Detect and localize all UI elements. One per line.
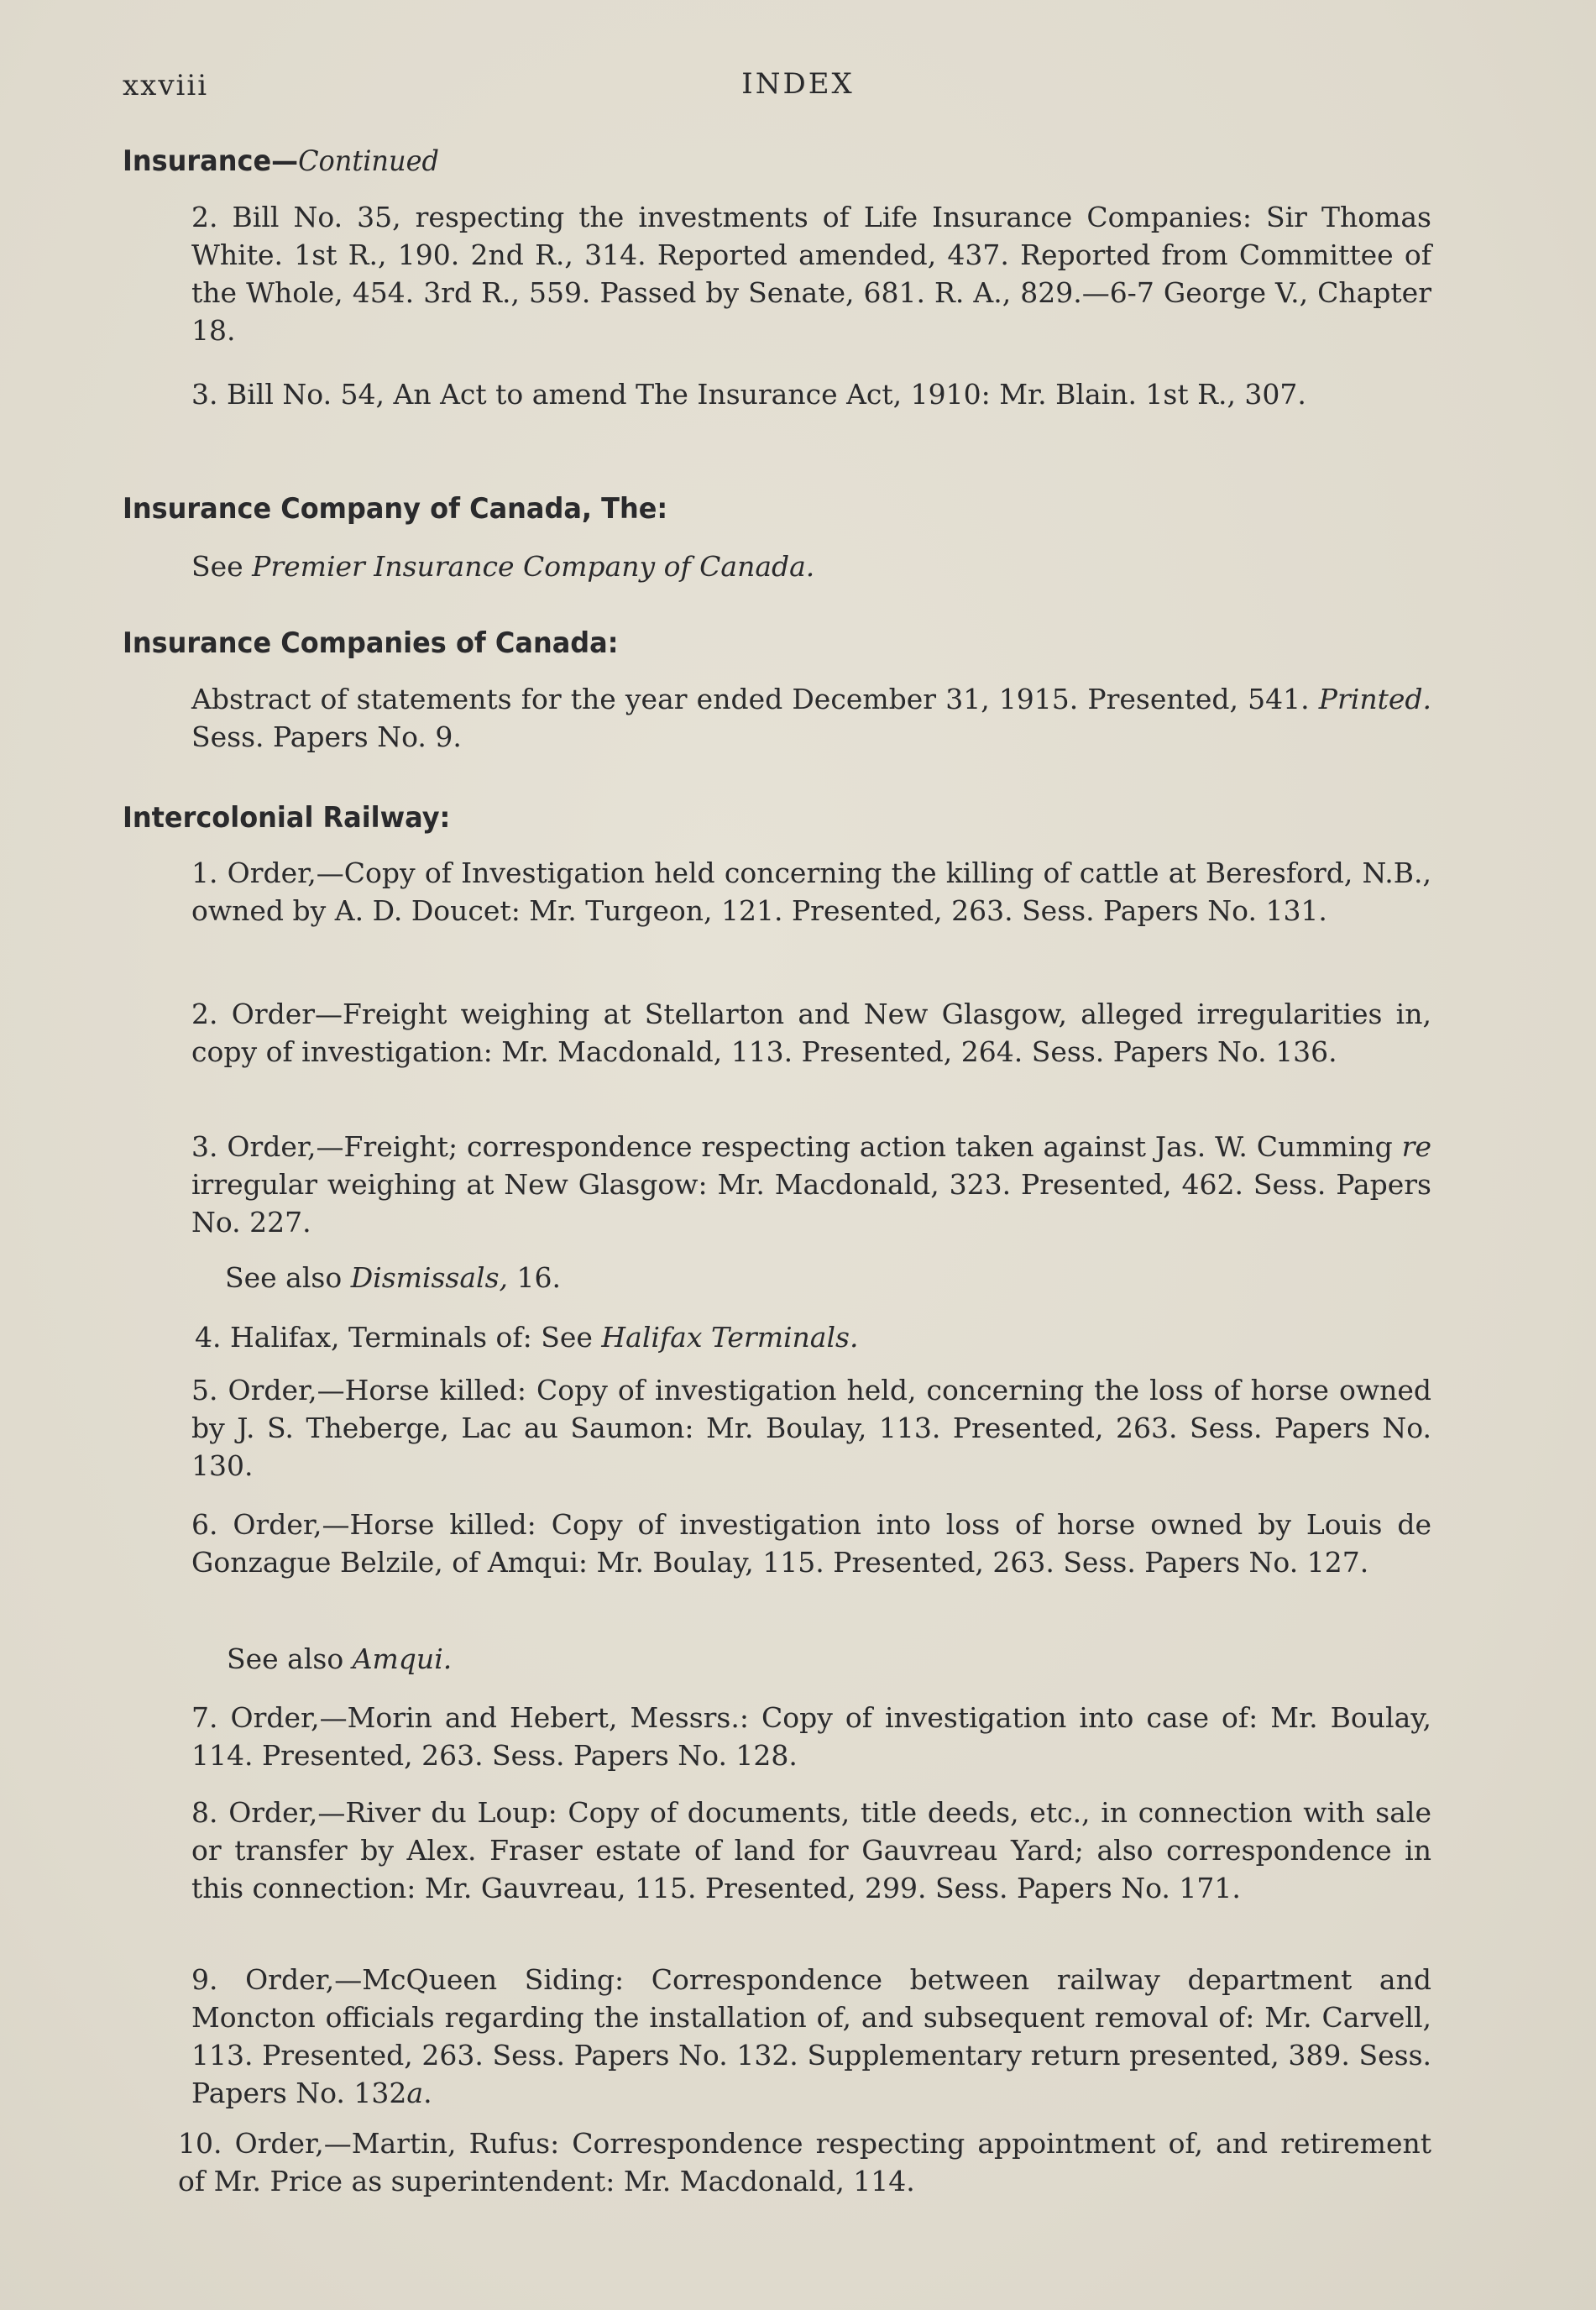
index-entry: 4. Halifax, Terminals of: See Halifax Terminals. <box>195 1321 859 1354</box>
index-entry: 5. Order,—Horse killed: Copy of investigation held, concerning the loss of horse owned by J. S. Theberge, Lac au Saumon: Mr. Boulay, 113. Presented, 263. Sess. Papers No. 130. <box>191 1374 1431 1482</box>
index-entry: 6. Order,—Horse killed: Copy of investigation into loss of horse owned by Louis de Gonzague Belzile, of Amqui: Mr. Boulay, 115. Presented, 263. Sess. Papers No. 127. <box>191 1508 1431 1579</box>
section-heading-insurance-companies: Insurance Companies of Canada: <box>123 626 619 660</box>
section-heading-insurance: Insurance—Continued <box>123 144 439 178</box>
index-entry: 9. Order,—McQueen Siding: Correspondence between railway department and Moncton officials regarding the installation of, and subsequent removal of: Mr. Carvell, 113. Presented, 263. Sess. Papers No. 132. Supplementary return presented, 389. Sess. Papers No. 132a. <box>191 1963 1431 2109</box>
index-entry: 8. Order,—River du Loup: Copy of documents, title deeds, etc., in connection with sale or transfer by Alex. Fraser estate of land for Gauvreau Yard; also correspondence in this connection: Mr. Gauvreau, 115. Presented, 299. Sess. Papers No. 171. <box>191 1796 1431 1904</box>
section-heading-insurance-company: Insurance Company of Canada, The: <box>123 492 668 526</box>
section-heading-intercolonial-railway: Intercolonial Railway: <box>123 801 451 835</box>
see-reference: See Premier Insurance Company of Canada. <box>191 550 815 583</box>
see-also-reference: See also Dismissals, 16. <box>225 1261 561 1294</box>
page-number: xxviii <box>123 69 209 102</box>
index-entry: 2. Order—Freight weighing at Stellarton and New Glasgow, alleged irregularities in, copy of investigation: Mr. Macdonald, 113. Presented, 264. Sess. Papers No. 136. <box>191 998 1431 1068</box>
index-entry: 3. Order,—Freight; correspondence respecting action taken against Jas. W. Cumming re irregular weighing at New Glasgow: Mr. Macdonald, 323. Presented, 462. Sess. Papers No. 227. <box>191 1130 1431 1239</box>
running-title: INDEX <box>741 67 855 101</box>
see-also-reference: See also Amqui. <box>227 1642 453 1675</box>
index-entry: Abstract of statements for the year ended December 31, 1915. Presented, 541. Printed. Sess. Papers No. 9. <box>191 683 1431 753</box>
index-entry: 1. Order,—Copy of Investigation held concerning the killing of cattle at Beresford, N.B., owned by A. D. Doucet: Mr. Turgeon, 121. Presented, 263. Sess. Papers No. 131. <box>191 856 1431 927</box>
index-entry: 7. Order,—Morin and Hebert, Messrs.: Copy of investigation into case of: Mr. Boulay, 114. Presented, 263. Sess. Papers No. 128. <box>191 1701 1431 1772</box>
index-entry: 10. Order,—Martin, Rufus: Correspondence respecting appointment of, and retirement of Mr. Price as superintendent: Mr. Macdonald, 114. <box>178 2127 1431 2197</box>
continued-label: Continued <box>298 144 439 178</box>
index-entry: 3. Bill No. 54, An Act to amend The Insurance Act, 1910: Mr. Blain. 1st R., 307. <box>191 378 1306 411</box>
index-entry: 2. Bill No. 35, respecting the investments of Life Insurance Companies: Sir Thomas White. 1st R., 190. 2nd R., 314. Reported amended, 437. Reported from Committee of the Whole, 454. 3rd R., 559. Passed by Senate, 681. R. A., 829.—6-7 George V., Chapter 18. <box>191 201 1431 347</box>
